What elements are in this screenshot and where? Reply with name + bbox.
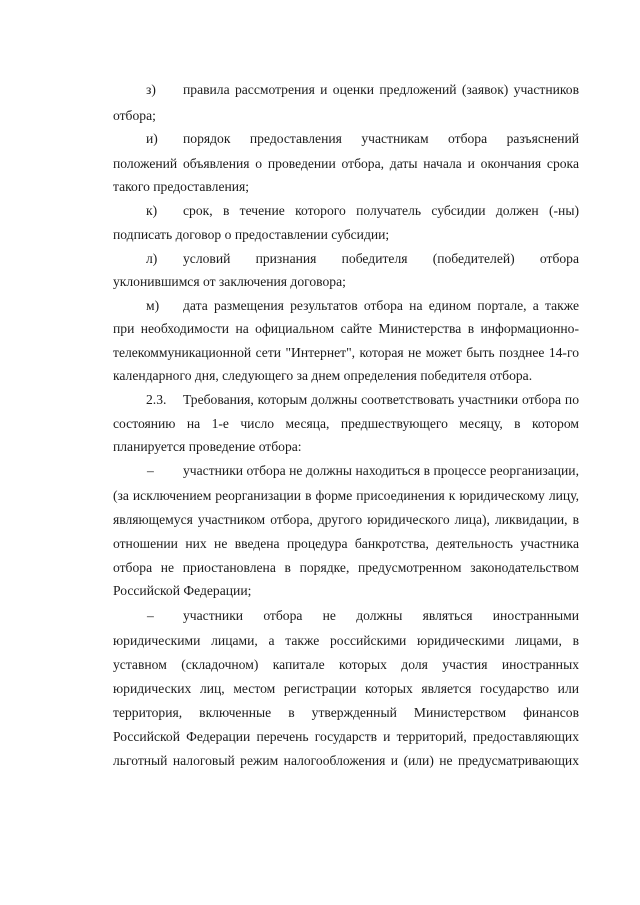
req-1-line-4: отношении них не введена процедура банкротства, деятельность участника bbox=[113, 536, 579, 551]
item-k-marker: к) bbox=[146, 203, 158, 218]
item-i-line-2: положений объявления о проведении отбора, даты начала и окончания срока bbox=[113, 156, 579, 171]
req-2-line-6: Российской Федерации перечень государств и территорий, предоставляющих bbox=[113, 729, 579, 744]
req-2-line-5: территория, включенные в утвержденный Министерством финансов bbox=[113, 705, 579, 720]
item-m-line-1: дата размещения результатов отбора на едином портале, а также bbox=[183, 298, 579, 313]
req-1-line-5: отбора не приостановлена в порядке, предусмотренном законодательством bbox=[113, 560, 579, 575]
req-1-line-6: Российской Федерации; bbox=[113, 583, 252, 598]
item-k-line-1: срок, в течение которого получатель субсидии должен (-ны) bbox=[183, 203, 579, 218]
item-i-marker: и) bbox=[146, 131, 158, 146]
item-m-line-4: календарного дня, следующего за днем определения победителя отбора. bbox=[113, 368, 533, 383]
req-2-line-4: юридических лиц, местом регистрации которых является государство или bbox=[113, 681, 579, 696]
section-2-3-number: 2.3. bbox=[146, 392, 167, 407]
req-2-line-1: участники отбора не должны являться иностранными bbox=[183, 608, 579, 623]
req-2-line-2: юридическими лицами, а также российскими юридическими лицами, в bbox=[113, 633, 579, 648]
item-l-line-1: условий признания победителя (победителей) отбора bbox=[183, 251, 579, 266]
req-2-line-3: уставном (складочном) капитале которых доля участия иностранных bbox=[113, 657, 579, 672]
section-2-3-line-2: состоянию на 1-е число месяца, предшествующего месяцу, в котором bbox=[113, 416, 579, 431]
item-m-marker: м) bbox=[146, 298, 160, 313]
req-1-dash: – bbox=[147, 463, 154, 478]
item-k-line-2: подписать договор о предоставлении субсидии; bbox=[113, 227, 390, 242]
item-m-line-2: при необходимости на официальном сайте Министерства в информационно- bbox=[113, 321, 579, 336]
item-l-line-2: уклонившимся от заключения договора; bbox=[113, 274, 346, 289]
section-2-3-line-1: Требования, которым должны соответствовать участники отбора по bbox=[183, 392, 579, 407]
item-m-line-3: телекоммуникационной сети "Интернет", которая не может быть позднее 14-го bbox=[113, 345, 579, 360]
item-l-marker: л) bbox=[146, 251, 158, 266]
item-z-line-2: отбора; bbox=[113, 108, 156, 123]
req-2-line-7: льготный налоговый режим налогообложения и (или) не предусматривающих bbox=[113, 753, 579, 768]
req-1-line-2: (за исключением реорганизации в форме присоединения к юридическому лицу, bbox=[113, 488, 579, 503]
section-2-3-line-3: планируется проведение отбора: bbox=[113, 439, 302, 454]
req-1-line-1: участники отбора не должны находиться в процессе реорганизации, bbox=[183, 463, 579, 478]
item-z-marker: з) bbox=[146, 82, 156, 97]
item-z-line-1: правила рассмотрения и оценки предложений (заявок) участников bbox=[183, 82, 579, 97]
item-i-line-1: порядок предоставления участникам отбора разъяснений bbox=[183, 131, 579, 146]
req-1-line-3: являющемуся участником отбора, другого юридического лица), ликвидации, в bbox=[113, 512, 579, 527]
item-i-line-3: такого предоставления; bbox=[113, 179, 250, 194]
req-2-dash: – bbox=[147, 608, 154, 623]
